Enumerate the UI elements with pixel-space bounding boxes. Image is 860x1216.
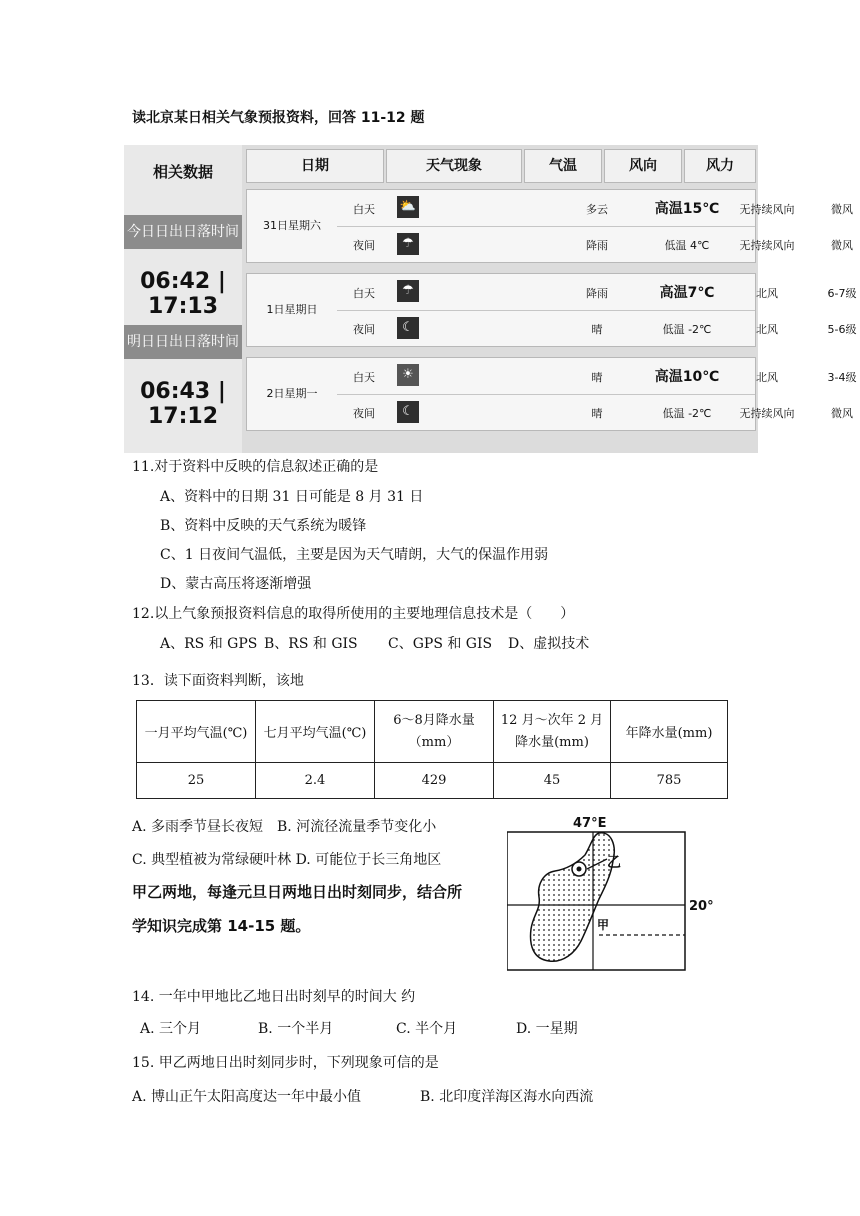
wind-force: 5-6级 xyxy=(827,323,857,336)
jia-label: 甲 xyxy=(597,918,610,932)
period-label: 白天 xyxy=(353,287,375,300)
q11-stem: 11.对于资料中反映的信息叙述正确的是 xyxy=(132,459,379,475)
header-date: 日期 xyxy=(246,149,384,183)
climate-data-table xyxy=(136,700,728,799)
temp-high: 高温15℃ xyxy=(654,201,720,217)
temp-high: 高温10℃ xyxy=(654,369,720,385)
q14-15-intro-line2: 学知识完成第 14-15 题。 xyxy=(132,917,311,935)
header-jan-temp: 一月平均气温(℃) xyxy=(137,701,256,763)
rain-icon: ☂ xyxy=(397,233,419,255)
header-wind-force: 风力 xyxy=(684,149,756,183)
q13-options-ab: A. 多雨季节昼长夜短 B. 河流径流量季节变化小 xyxy=(132,819,437,835)
q13-stem: 13．读下面资料判断，该地 xyxy=(132,673,304,689)
temp-low: 低温 4℃ xyxy=(664,239,710,252)
period-label: 夜间 xyxy=(353,323,375,336)
q12-option-b: B、RS 和 GIS xyxy=(264,636,358,652)
header-jul-temp: 七月平均气温(℃) xyxy=(256,701,375,763)
wind-direction: 无持续风向 xyxy=(739,203,795,216)
yi-label: 乙 xyxy=(607,855,621,871)
cloudy-sun-icon: ⛅ xyxy=(397,196,419,218)
wind-direction: 北风 xyxy=(756,323,778,336)
day-date: 1日星期日 xyxy=(266,303,318,316)
period-label: 白天 xyxy=(353,203,375,216)
q13-options-cd: C. 典型植被为常绿硬叶林 D. 可能位于长三角地区 xyxy=(132,852,442,868)
q12-option-c: C、GPS 和 GIS xyxy=(388,636,493,652)
header-weather: 天气现象 xyxy=(386,149,522,183)
wind-force: 3-4级 xyxy=(827,371,857,384)
day-row xyxy=(246,189,853,263)
q11-option-c: C、1 日夜间气温低，主要是因为天气晴朗，大气的保温作用弱 xyxy=(160,547,549,563)
q14-stem: 14. 一年中甲地比乙地日出时刻早的时间大 约 xyxy=(132,989,416,1005)
moon-icon: ☾ xyxy=(397,317,419,339)
q15-stem: 15. 甲乙两地日出时刻同步时，下列现象可信的是 xyxy=(132,1055,439,1071)
day-row xyxy=(246,273,857,347)
tomorrow-sunrise-label: 明日日出日落时间 xyxy=(124,325,242,359)
weather-forecast-panel xyxy=(124,145,857,453)
period-label: 夜间 xyxy=(353,407,375,420)
latitude-label: 20° xyxy=(689,899,714,914)
period-label: 夜间 xyxy=(353,239,375,252)
sunrise-sunset-sidebar xyxy=(124,145,242,453)
tomorrow-sunrise-time: 06:43 | 17:12 xyxy=(140,379,226,429)
temp-low: 低温 -2℃ xyxy=(662,323,712,336)
header-summer-precip: 6～8月降水量 （mm） xyxy=(375,701,494,763)
q11-option-b: B、资料中反映的天气系统为暖锋 xyxy=(160,518,367,534)
q12-stem: 12.以上气象预报资料信息的取得所使用的主要地理信息技术是（ ） xyxy=(132,606,575,622)
q14-option-b: B. 一个半月 xyxy=(258,1021,334,1037)
today-sunrise-time: 06:42 | 17:13 xyxy=(140,269,226,319)
q11-option-a: A、资料中的日期 31 日可能是 8 月 31 日 xyxy=(160,489,424,505)
q14-option-a: A. 三个月 xyxy=(140,1021,202,1037)
day-date: 31日星期六 xyxy=(263,219,321,232)
table-cell: 429 xyxy=(375,763,494,799)
moon-icon: ☾ xyxy=(397,401,419,423)
day-date: 2日星期一 xyxy=(266,387,318,400)
header-temp: 气温 xyxy=(524,149,602,183)
related-data-title: 相关数据 xyxy=(152,163,213,181)
wind-force: 微风 xyxy=(831,239,853,252)
table-cell: 45 xyxy=(494,763,611,799)
wind-force: 6-7级 xyxy=(827,287,857,300)
weather-text: 晴 xyxy=(591,323,603,336)
weather-text: 晴 xyxy=(591,371,603,384)
header-annual-precip: 年降水量(mm) xyxy=(611,701,728,763)
rain-icon: ☂ xyxy=(397,280,419,302)
temp-low: 低温 -2℃ xyxy=(662,407,712,420)
q14-15-intro-line1: 甲乙两地，每逢元旦日两地日出时刻同步，结合所 xyxy=(132,883,463,901)
q14-option-c: C. 半个月 xyxy=(396,1021,458,1037)
today-sunrise-label: 今日日出日落时间 xyxy=(124,215,242,249)
table-cell: 25 xyxy=(137,763,256,799)
q12-option-d: D、虚拟技术 xyxy=(508,636,590,652)
weather-text: 降雨 xyxy=(586,287,608,300)
wind-direction: 无持续风向 xyxy=(739,239,795,252)
q14-option-d: D. 一星期 xyxy=(516,1021,578,1037)
weather-text: 降雨 xyxy=(586,239,608,252)
weather-text: 多云 xyxy=(586,203,608,216)
wind-force: 微风 xyxy=(831,203,853,216)
table-cell: 2.4 xyxy=(256,763,375,799)
sun-icon: ☀ xyxy=(397,364,419,386)
wind-force: 微风 xyxy=(831,407,853,420)
header-winter-precip: 12 月～次年 2 月 降水量(mm) xyxy=(494,701,611,763)
wind-direction: 北风 xyxy=(756,287,778,300)
temp-high: 高温7℃ xyxy=(659,285,715,301)
intro-text: 读北京某日相关气象预报资料，回答 11-12 题 xyxy=(132,110,425,126)
wind-direction: 无持续风向 xyxy=(739,407,795,420)
wind-direction: 北风 xyxy=(756,371,778,384)
q12-option-a: A、RS 和 GPS xyxy=(160,636,258,652)
longitude-label: 47°E xyxy=(573,816,607,831)
period-label: 白天 xyxy=(353,371,375,384)
header-wind-dir: 风向 xyxy=(604,149,682,183)
day-row xyxy=(246,357,857,431)
q11-option-d: D、蒙古高压将逐渐增强 xyxy=(160,576,312,592)
weather-text: 晴 xyxy=(591,407,603,420)
island-map xyxy=(507,813,729,973)
q15-option-b: B. 北印度洋海区海水向西流 xyxy=(420,1089,594,1105)
island-shape xyxy=(531,833,615,961)
q15-option-a: A. 博山正午太阳高度达一年中最小值 xyxy=(132,1089,362,1105)
table-cell: 785 xyxy=(611,763,728,799)
